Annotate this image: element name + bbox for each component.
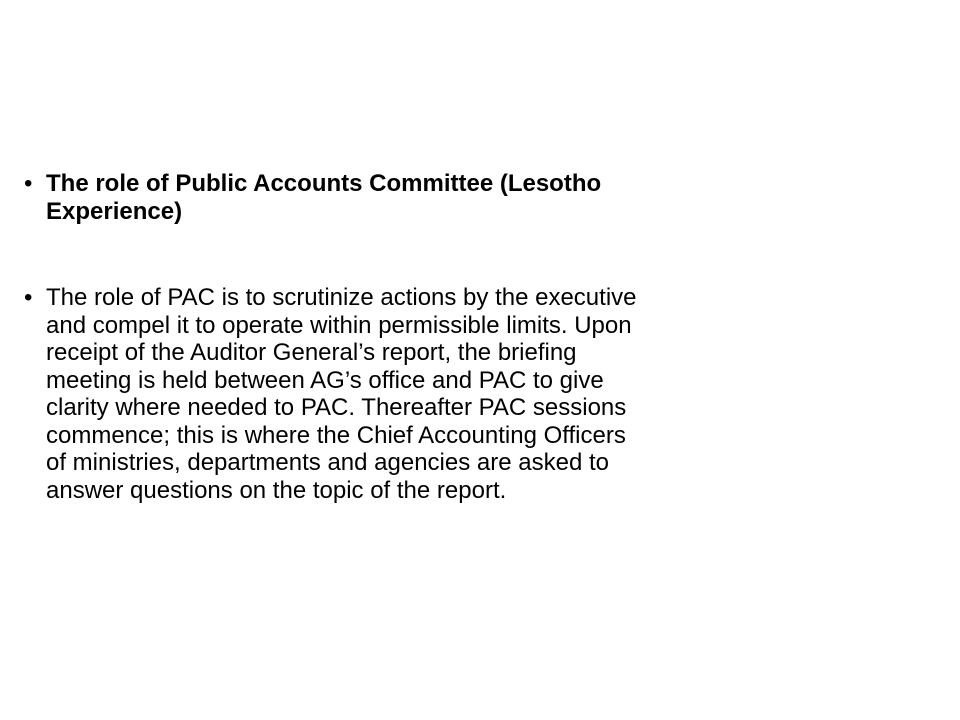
bullet-list	[24, 170, 924, 504]
bullet-marker: •	[24, 284, 33, 311]
bullet-item-body	[24, 284, 924, 504]
body-paragraph: The role of PAC is to scrutinize actions by the executive and compel it to operate within permissible limits. Upon receipt of the Auditor General’s report, the briefing meeting is held between AG’s office and PAC to give clarity where needed to PAC. Thereafter PAC sessions commence; this is where the Chief Accounting Officers of ministries, departments and agencies are asked to answer questions on the topic of the report.	[46, 284, 637, 504]
slide-heading: The role of Public Accounts Committee (Lesotho Experience)	[46, 170, 602, 225]
bullet-marker: •	[24, 170, 33, 197]
bullet-item-title	[24, 170, 924, 225]
